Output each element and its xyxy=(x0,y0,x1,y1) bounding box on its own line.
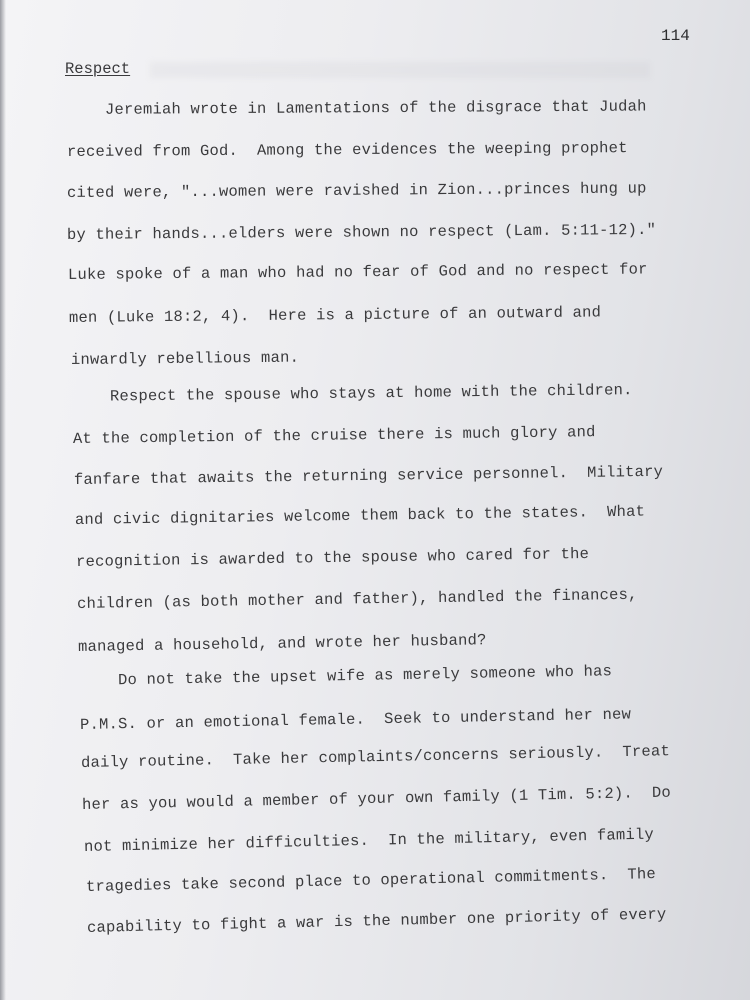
text-line: inwardly rebellious man. xyxy=(70,348,300,369)
text-line: Jeremiah wrote in Lamentations of the disgrace that Judah xyxy=(66,97,647,119)
text-line: Luke spoke of a man who had no fear of God and no respect for xyxy=(67,260,648,284)
text-line: Respect the spouse who stays at home with the children. xyxy=(71,381,633,406)
text-line: P.M.S. or an emotional female. Seek to understand her new xyxy=(79,705,632,734)
text-line: recognition is awarded to the spouse who cared for the xyxy=(75,544,590,571)
text-line: received from God. Among the evidences the weeping prophet xyxy=(66,139,628,161)
text-line: daily routine. Take her complaints/concerns seriously. Treat xyxy=(80,742,671,772)
text-line: children (as both mother and father), handled the finances, xyxy=(76,585,638,613)
text-line: her as you would a member of your own family (1 Tim. 5:2). Do xyxy=(81,783,672,814)
text-line: not minimize her difficulties. In the military, even family xyxy=(83,825,655,856)
page-number: 114 xyxy=(661,27,690,45)
text-line: men (Luke 18:2, 4). Here is a picture of an outward and xyxy=(68,303,602,327)
text-line: managed a household, and wrote her husband? xyxy=(77,631,487,656)
text-line: tragedies take second place to operational commitments. The xyxy=(85,865,657,896)
text-line: by their hands...elders were shown no respect (Lam. 5:11-12)." xyxy=(66,220,657,244)
text-line: Do not take the upset wife as merely someone who has xyxy=(79,662,613,690)
section-heading: Respect xyxy=(65,60,131,78)
text-line: At the completion of the cruise there is much glory and xyxy=(72,423,596,448)
text-line: and civic dignitaries welcome them back to the states. What xyxy=(74,502,646,529)
text-line: fanfare that awaits the returning service personnel. Military xyxy=(73,462,664,489)
text-line: cited were, "...women were ravished in Zion...princes hung up xyxy=(66,179,647,202)
text-line: capability to fight a war is the number one priority of every xyxy=(86,905,667,937)
